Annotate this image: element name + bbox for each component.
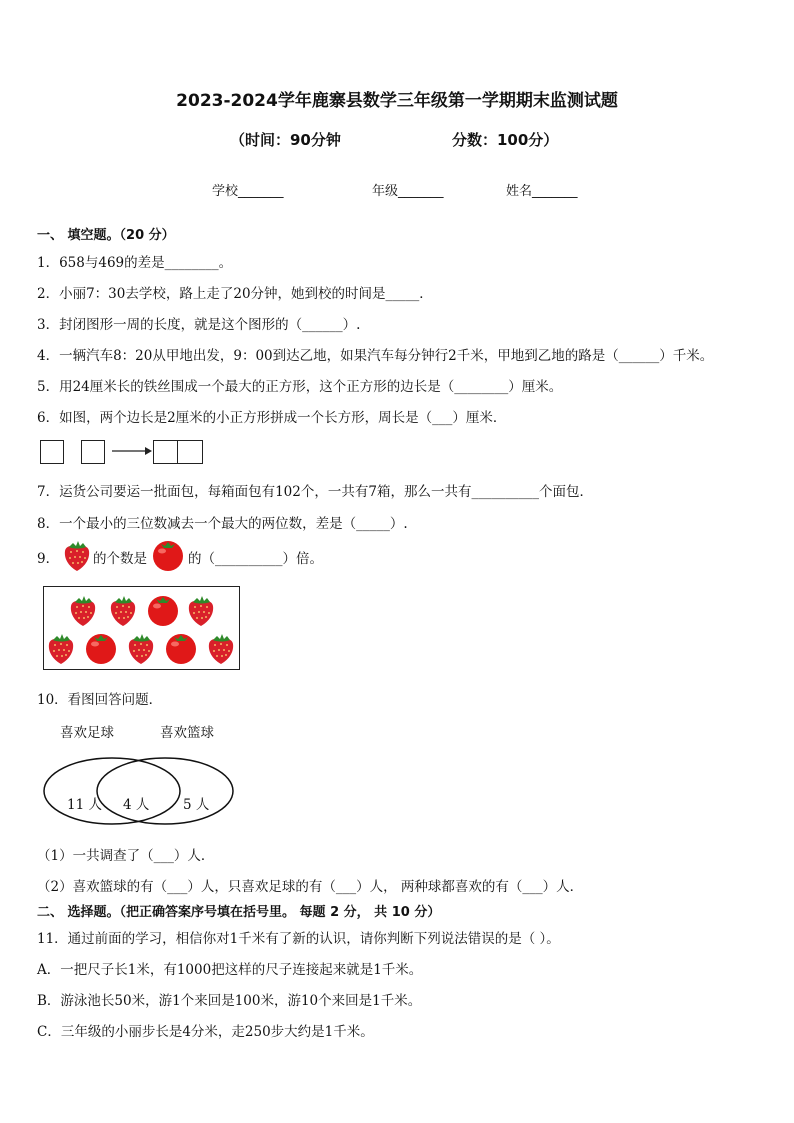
question-11: 11．通过前面的学习，相信你对1千米有了新的认识，请你判断下列说法错误的是（ ）。 [37,931,560,947]
venn-circle-basketball [97,758,233,824]
question-9-number: 9． [37,551,60,567]
question-9-suffix: 的（__________）倍。 [188,551,323,567]
tomato-icon [164,631,198,665]
option-a[interactable]: A．一把尺子长1米，有1000把这样的尺子连接起来就是1千米。 [37,962,423,978]
exam-score: 分数：100分） [452,131,559,149]
question-9-mid: 的个数是 [93,551,147,567]
name-field[interactable]: 姓名_______ [506,184,578,199]
fruit-box [43,586,240,670]
venn-label-basketball: 喜欢篮球 [160,725,214,741]
section-2-heading: 二、 选择题。（把正确答案序号填在括号里。 每题 2 分， 共 10 分） [37,905,441,920]
strawberry-icon [108,593,138,627]
question-4: 4．一辆汽车8：20从甲地出发，9：00到达乙地，如果汽车每分钟行2千米，甲地到乙地的路是（______）千米。 [37,348,714,364]
venn-label-football: 喜欢足球 [60,725,114,741]
venn-basketball-only: 5 人 [183,797,210,813]
tomato-icon [84,631,118,665]
section-1-heading: 一、 填空题。（20 分） [37,228,175,243]
rectangle-divider [177,440,178,464]
question-10-1: （1）一共调查了（___）人． [37,848,215,864]
strawberry-icon [206,631,236,665]
strawberry-icon [46,631,76,665]
strawberry-icon [126,631,156,665]
school-field[interactable]: 学校_______ [212,184,284,199]
question-10-2: （2）喜欢篮球的有（___）人，只喜欢足球的有（___）人， 两种球都喜欢的有（___）人． [37,879,584,895]
strawberry-icon [68,593,98,627]
question-8: 8．一个最小的三位数减去一个最大的两位数，差是（_____）. [37,516,408,532]
arrow-icon [112,444,152,458]
venn-circle-football [44,758,180,824]
question-7: 7．运货公司要运一批面包，每箱面包有102个，一共有7箱，那么一共有__________个面包． [37,484,593,500]
question-10: 10．看图回答问题． [37,692,163,708]
question-6: 6．如图，两个边长是2厘米的小正方形拼成一个长方形，周长是（___）厘米． [37,410,507,426]
grade-field[interactable]: 年级_______ [372,184,444,199]
question-2: 2．小丽7：30去学校，路上走了20分钟，她到校的时间是_____． [37,286,433,302]
tomato-icon [146,593,180,627]
venn-football-only: 11 人 [67,797,102,813]
question-1: 1．658与469的差是________。 [37,255,233,271]
option-b[interactable]: B．游泳池长50米，游1个来回是100米，游10个来回是1千米。 [37,993,422,1009]
exam-time: （时间：90分钟 [230,131,341,149]
tomato-icon [151,538,185,572]
venn-diagram [40,755,240,827]
square-left [40,440,64,464]
venn-both: 4 人 [123,797,150,813]
option-c[interactable]: C．三年级的小丽步长是4分米，走250步大约是1千米。 [37,1024,374,1040]
square-right [81,440,105,464]
page-title: 2023-2024学年鹿寨县数学三年级第一学期期末监测试题 [176,91,618,111]
question-3: 3．封闭图形一周的长度，就是这个图形的（______）. [37,317,361,333]
strawberry-icon [62,538,92,572]
strawberry-icon [186,593,216,627]
joined-rectangle [153,440,203,464]
question-5: 5．用24厘米长的铁丝围成一个最大的正方形，这个正方形的边长是（________）厘米。 [37,379,563,395]
